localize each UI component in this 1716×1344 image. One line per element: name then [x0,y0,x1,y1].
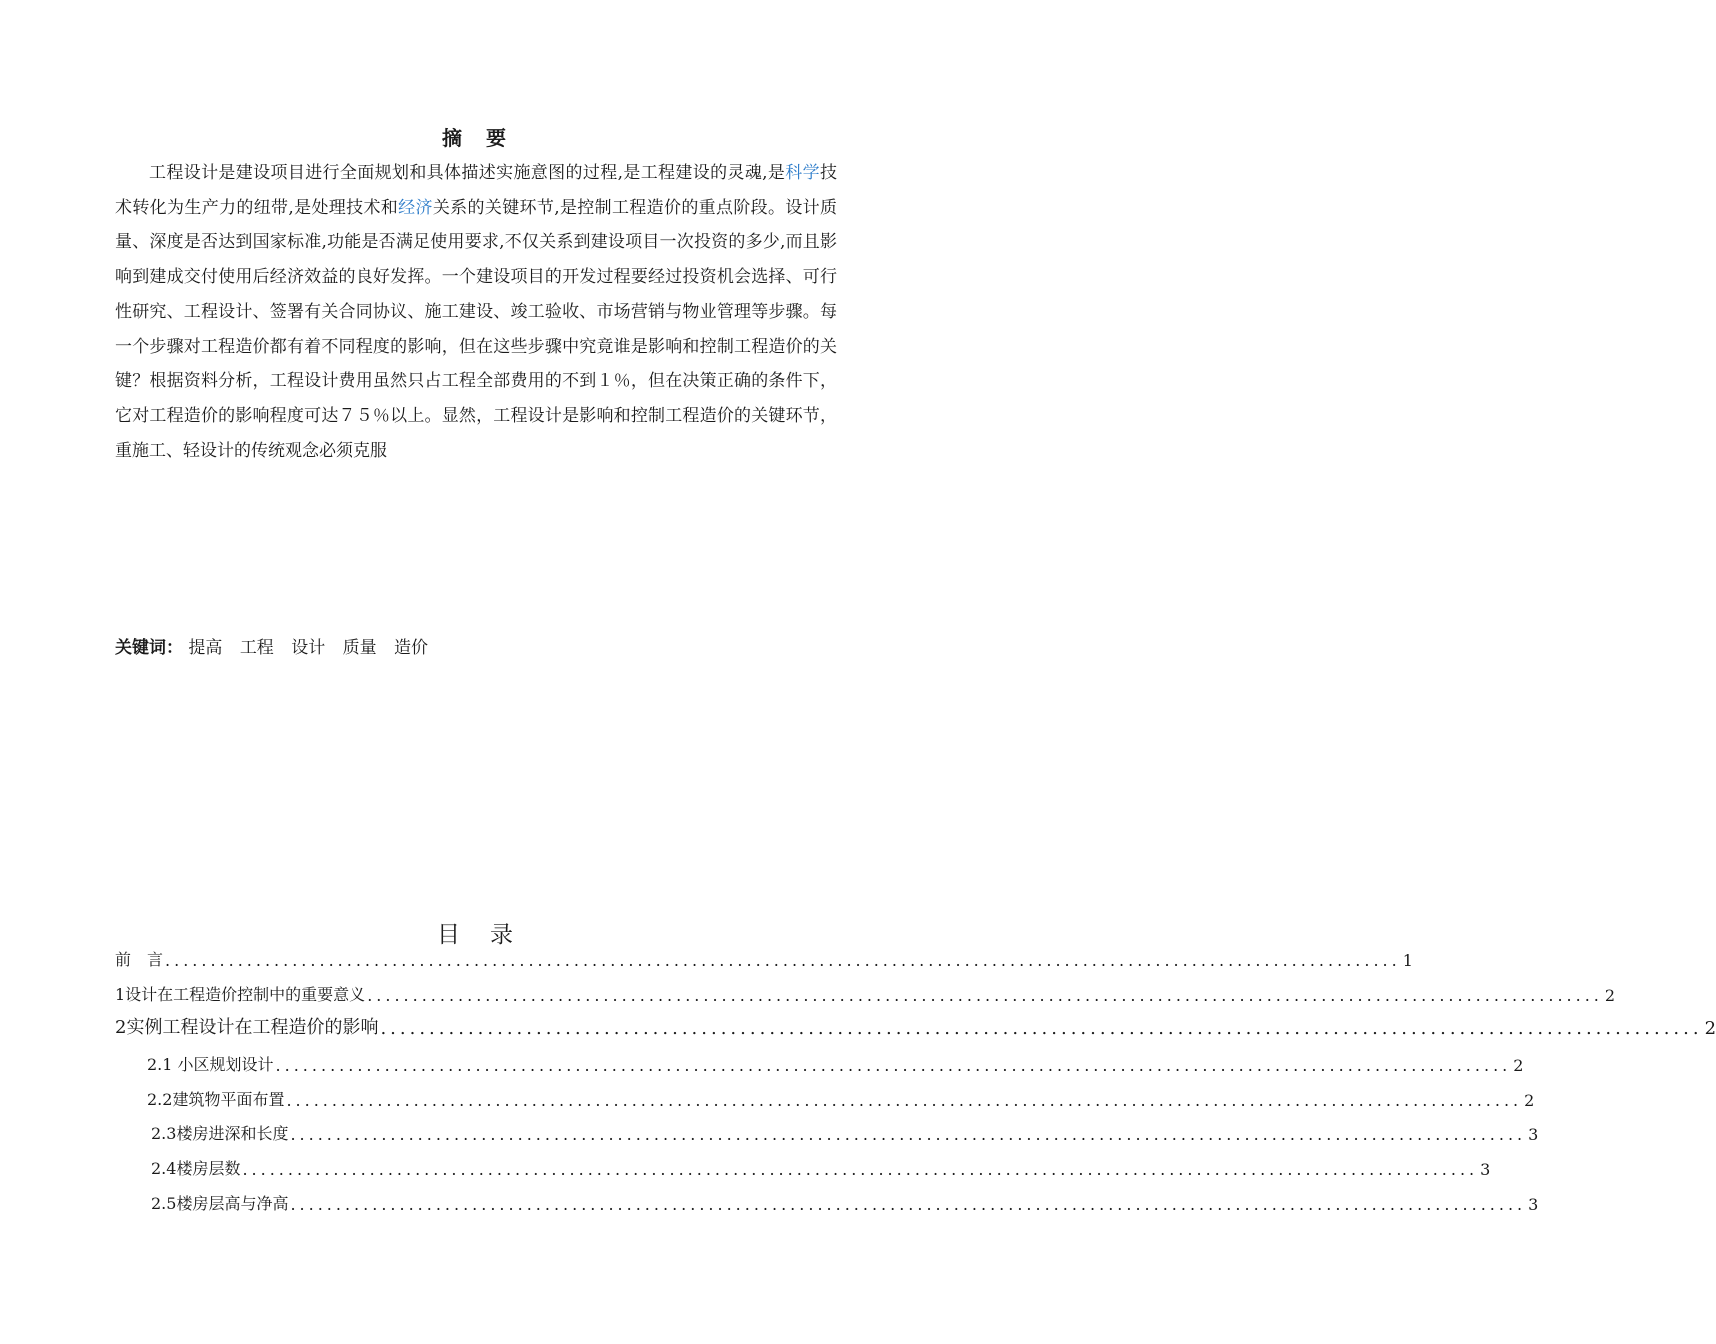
toc-entry-text: 1设计在工程造价控制中的重要意义 [115,985,366,1004]
toc-entry-text: 2实例工程设计在工程造价的影响 [115,1017,379,1038]
toc-page-number: 2 [1604,986,1616,1005]
abstract-text: 工程设计是建设项目进行全面规划和具体描述实施意图的过程,是工程建设的灵魂,是 [149,163,786,183]
toc-entry-text: 2.3楼房进深和长度 [151,1124,289,1143]
toc-entry[interactable] [151,1190,1539,1214]
toc-page-number: 2 [1513,1056,1524,1075]
keyword: 质量 [342,638,377,658]
toc-entry[interactable] [115,1015,1716,1039]
toc-entry[interactable] [147,1086,1535,1110]
toc-entry[interactable] [151,1155,1491,1179]
toc-page-number: 2 [1524,1091,1535,1110]
economy-link[interactable]: 经济 [398,197,433,218]
keyword: 提高 [188,638,223,658]
keyword: 设计 [291,638,326,658]
toc-entry-text: 2.4楼房层数 [151,1159,241,1178]
toc-leader-dots: ........................................................................................................................................ [290,1125,1527,1144]
toc-entry[interactable] [147,1051,1524,1075]
toc-leader-dots: ........................................................................................................................................ [242,1160,1479,1179]
keywords-label: 关键词： [115,638,183,658]
toc-entry-text: 2.1 小区规划设计 [147,1055,274,1074]
keyword: 工程 [239,638,274,658]
toc-entry-text: 前 言 [115,950,164,969]
keyword: 造价 [394,638,429,658]
toc-leader-dots: ........................................................................................................................................ [286,1091,1523,1110]
abstract-body [115,156,837,468]
science-link[interactable]: 科学 [785,163,821,183]
toc-page-number: 3 [1480,1160,1491,1179]
keywords-list [188,638,440,658]
toc-page-number: 2 [1704,1018,1716,1039]
abstract-title: 摘 要 [442,126,508,150]
toc-entry[interactable] [151,1120,1539,1144]
abstract-text: 关系的关键环节,是控制工程造价的重点阶段。设计质量、深度是否达到国家标准,功能是否满足使用要求,不仅关系到建设项目一次投资的多少,而且影响到建成交付使用后经济效益的良好发挥。一个建设项目的开发过程要经过投资机会选择、可行性研究、工程设计、签署有关合同协议、施工建设、竣工验收、市场营销与物业管理等步骤。每一个步骤对工程造价都有着不同程度的影响，但在这些步骤中究竟谁是影响和控制工程造价的关键？根据资料分析，工程设计费用虽然只占工程全部费用的不到１％，但在决策正确的条件下，它对工程造价的影响程度可达７５％以上。显然，工程设计是影响和控制工程造价的关键环节，重施工、轻设计的传统观念必须克服 [115,197,838,461]
abstract-text: 技术转化为生产力的纽带,是处理技术和 [115,163,838,218]
toc-leader-dots: ........................................................................................................................................ [290,1195,1527,1214]
toc-leader-dots: ........................................................................................................................................ [275,1056,1512,1075]
toc-title: 目录 [437,922,543,948]
toc-entry[interactable] [115,981,1616,1005]
keywords-line [115,633,440,658]
toc-entry-text: 2.2建筑物平面布置 [147,1090,285,1109]
toc-leader-dots: ........................................................................................................................................ [367,986,1603,1005]
toc-entry[interactable] [115,946,1413,970]
toc-page-number: 3 [1528,1125,1539,1144]
toc-leader-dots: ........................................................................................................................................ [165,951,1401,970]
toc-page-number: 1 [1402,951,1413,970]
toc-leader-dots: ........................................................................................................................................ [380,1018,1703,1039]
toc-entry-text: 2.5楼房层高与净高 [151,1194,289,1213]
toc-page-number: 3 [1528,1195,1539,1214]
